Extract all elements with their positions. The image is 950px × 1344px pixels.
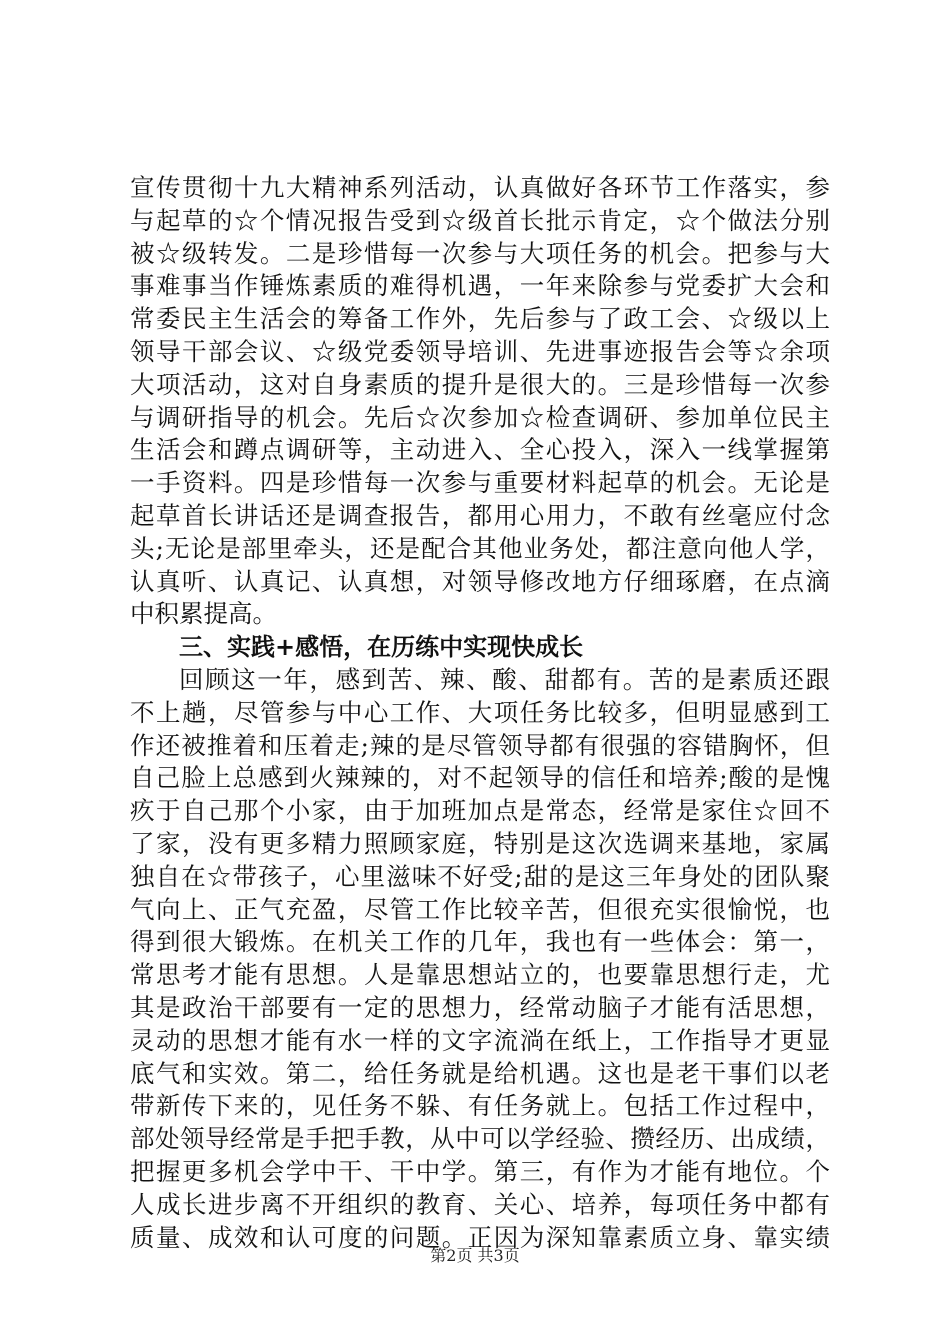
text-line: 中积累提高。 (130, 599, 277, 629)
page-footer: 第2页 共3页 (430, 1246, 520, 1265)
text-line: 领导干部会议、☆级党委领导培训、先进事迹报告会等☆余项 (130, 336, 830, 366)
text-line: 被☆级转发。二是珍惜每一次参与大项任务的机会。把参与大 (130, 238, 830, 268)
text-line: 独自在☆带孩子，心里滋味不好受;甜的是这三年身处的团队聚 (130, 861, 830, 891)
text-line: 作还被推着和压着走;辣的是尽管领导都有很强的容错胸怀，但 (130, 730, 830, 760)
text-line: 其是政治干部要有一定的思想力，经常动脑子才能有活思想， (130, 992, 830, 1022)
text-line: 带新传下来的，见任务不躲、有任务就上。包括工作过程中， (130, 1091, 830, 1121)
text-line: 了家，没有更多精力照顾家庭，特别是这次选调来基地，家属 (130, 828, 830, 858)
text-line: 人成长进步离不开组织的教育、关心、培养，每项任务中都有 (130, 1189, 830, 1219)
text-line: 底气和实效。第二，给任务就是给机遇。这也是老干事们以老 (130, 1058, 830, 1088)
text-line: 自己脸上总感到火辣辣的，对不起领导的信任和培养;酸的是愧 (130, 763, 830, 793)
text-line: 一手资料。四是珍惜每一次参与重要材料起草的机会。无论是 (130, 468, 830, 498)
text-line: 与起草的☆个情况报告受到☆级首长批示肯定，☆个做法分别 (130, 205, 830, 235)
text-line: 宣传贯彻十九大精神系列活动，认真做好各环节工作落实，参 (130, 173, 830, 202)
paragraph-1 (130, 172, 830, 631)
text-line: 认真听、认真记、认真想，对领导修改地方仔细琢磨，在点滴 (130, 566, 830, 596)
text-line: 头;无论是部里牵头，还是配合其他业务处，都注意向他人学， (130, 533, 830, 563)
text-line: 与调研指导的机会。先后☆次参加☆检查调研、参加单位民主 (130, 402, 830, 432)
text-line: 大项活动，这对自身素质的提升是很大的。三是珍惜每一次参 (130, 369, 830, 399)
text-line: 疚于自己那个小家，由于加班加点是常态，经常是家住☆回不 (130, 796, 830, 826)
text-line: 常委民主生活会的筹备工作外，先后参与了政工会、☆级以上 (130, 304, 830, 334)
text-line: 起草首长讲话还是调查报告，都用心用力，不敢有丝毫应付念 (130, 500, 830, 530)
section-heading: 三、实践+感悟，在历练中实现快成长 (179, 633, 584, 662)
text-line: 生活会和蹲点调研等，主动进入、全心投入，深入一线掌握第 (130, 435, 830, 465)
text-line: 事难事当作锤炼素质的难得机遇，一年来除参与党委扩大会和 (130, 271, 830, 301)
text-line: 回顾这一年，感到苦、辣、酸、甜都有。苦的是素质还跟 (179, 664, 830, 694)
text-line: 部处领导经常是手把手教，从中可以学经验、攒经历、出成绩， (130, 1124, 830, 1154)
text-line: 不上趟，尽管参与中心工作、大项任务比较多，但明显感到工 (130, 697, 830, 727)
text-line: 常思考才能有思想。人是靠思想站立的，也要靠思想行走，尤 (130, 960, 830, 990)
text-line: 灵动的思想才能有水一样的文字流淌在纸上，工作指导才更显 (130, 1025, 830, 1055)
paragraph-2 (130, 664, 830, 1254)
text-line: 得到很大锻炼。在机关工作的几年，我也有一些体会：第一， (130, 927, 830, 957)
text-line: 质量、成效和认可度的问题。正因为深知靠素质立身、靠实绩 (130, 1222, 830, 1252)
text-line: 气向上、正气充盈，尽管工作比较辛苦，但很充实很愉悦，也 (130, 894, 830, 924)
document-body (130, 172, 830, 1254)
text-line: 把握更多机会学中干、干中学。第三，有作为才能有地位。个 (130, 1156, 830, 1186)
